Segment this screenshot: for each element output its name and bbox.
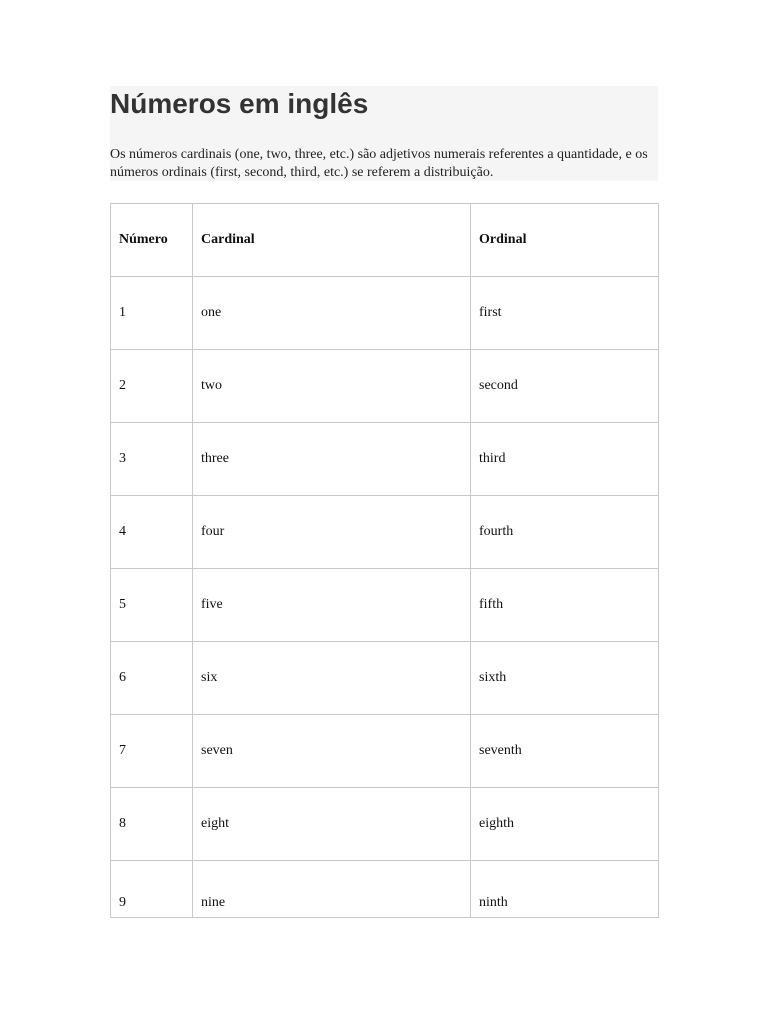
- table-row: [111, 423, 659, 496]
- cell-cardinal: five: [193, 569, 471, 642]
- cell-cardinal: four: [193, 496, 471, 569]
- cell-number: 6: [111, 642, 193, 715]
- table-row: [111, 642, 659, 715]
- cell-ordinal: third: [471, 423, 659, 496]
- cell-number: 2: [111, 350, 193, 423]
- table-row: [111, 861, 659, 918]
- cell-ordinal: seventh: [471, 715, 659, 788]
- table-row: [111, 496, 659, 569]
- cell-ordinal: eighth: [471, 788, 659, 861]
- table-row: [111, 277, 659, 350]
- header-ordinal: Ordinal: [471, 204, 659, 277]
- cell-number: 5: [111, 569, 193, 642]
- table-row: [111, 569, 659, 642]
- cell-ordinal: fifth: [471, 569, 659, 642]
- cell-cardinal: seven: [193, 715, 471, 788]
- numbers-table: [110, 203, 659, 918]
- cell-ordinal: ninth: [471, 861, 659, 918]
- cell-number: 8: [111, 788, 193, 861]
- cell-cardinal: three: [193, 423, 471, 496]
- cell-ordinal: sixth: [471, 642, 659, 715]
- header-numero: Número: [111, 204, 193, 277]
- cell-cardinal: six: [193, 642, 471, 715]
- table-header-row: [111, 204, 659, 277]
- header-block: [110, 86, 658, 181]
- table-row: [111, 715, 659, 788]
- page-title: Números em inglês: [110, 88, 369, 119]
- table-row: [111, 788, 659, 861]
- table-row: [111, 350, 659, 423]
- cell-ordinal: first: [471, 277, 659, 350]
- intro-paragraph: Os números cardinais (one, two, three, etc.) são adjetivos numerais referentes a quantidade, e os números ordinais (first, second, third, etc.) se referem a distribuição.: [110, 147, 648, 180]
- cell-cardinal: two: [193, 350, 471, 423]
- header-cardinal: Cardinal: [193, 204, 471, 277]
- cell-cardinal: eight: [193, 788, 471, 861]
- cell-ordinal: fourth: [471, 496, 659, 569]
- cell-number: 4: [111, 496, 193, 569]
- cell-number: 7: [111, 715, 193, 788]
- cell-number: 3: [111, 423, 193, 496]
- cell-ordinal: second: [471, 350, 659, 423]
- cell-number: 9: [111, 861, 193, 918]
- cell-number: 1: [111, 277, 193, 350]
- cell-cardinal: nine: [193, 861, 471, 918]
- cell-cardinal: one: [193, 277, 471, 350]
